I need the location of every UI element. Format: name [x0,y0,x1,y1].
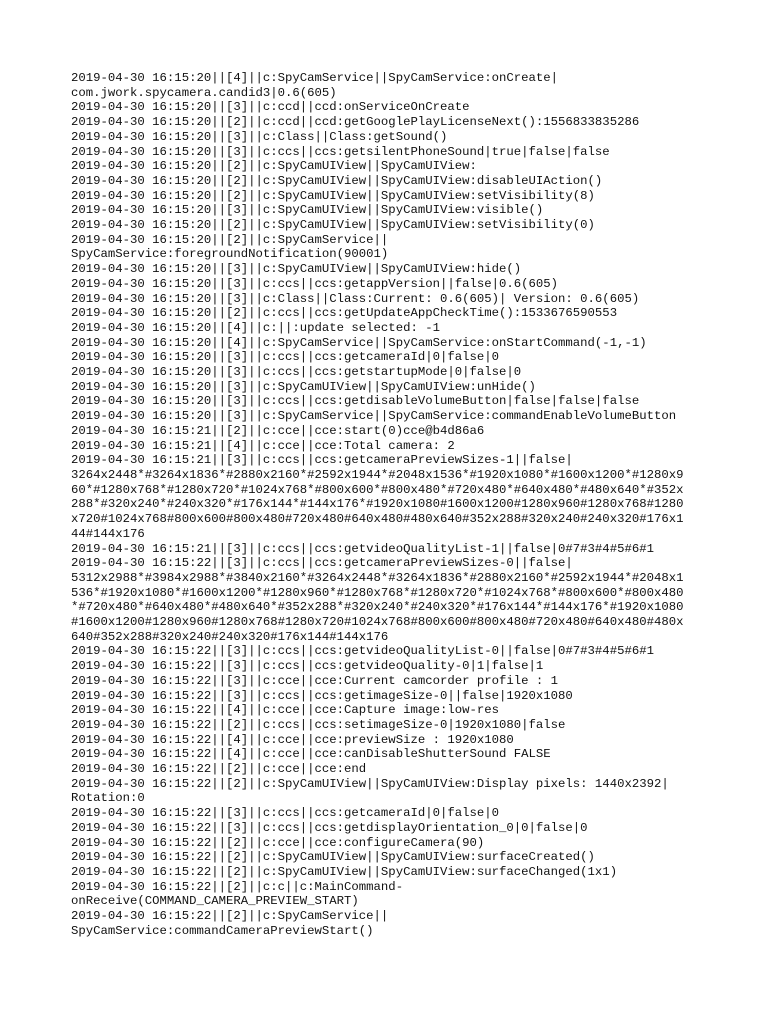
log-line: 2019-04-30 16:15:22||[2]||c:cce||cce:end [71,762,367,777]
log-line: 2019-04-30 16:15:22||[2]||c:SpyCamUIView||SpyCamUIView:Display pixels: 1440x2392| [71,776,669,791]
log-line: 536*#1920x1080*#1600x1200*#1280x960*#1280x768*#1280x720*#1024x768*#800x600*#800x480 [71,585,684,600]
log-line: 2019-04-30 16:15:22||[3]||c:ccs||ccs:getvideoQuality-0|1|false|1 [71,659,544,674]
log-line: 2019-04-30 16:15:22||[3]||c:ccs||ccs:getcameraId|0|false|0 [71,806,500,821]
log-line: *#720x480*#640x480*#480x640*#352x288*#320x240*#240x320*#176x144*#144x176*#1920x1080 [71,600,684,615]
log-line: 44#144x176 [71,526,145,541]
log-text-block [71,71,701,938]
log-line: 2019-04-30 16:15:22||[2]||c:SpyCamUIView||SpyCamUIView:surfaceChanged(1x1) [71,864,618,879]
log-line: 2019-04-30 16:15:20||[3]||c:ccs||ccs:getstartupMode|0|false|0 [71,365,522,380]
log-line: 2019-04-30 16:15:20||[3]||c:SpyCamUIView||SpyCamUIView:hide() [71,262,522,277]
log-line: 2019-04-30 16:15:21||[4]||c:cce||cce:Total camera: 2 [71,438,455,453]
log-line: 2019-04-30 16:15:21||[3]||c:ccs||ccs:getcameraPreviewSizes-1||false| [71,453,573,468]
log-line: 5312x2988*#3984x2988*#3840x2160*#3264x2448*#3264x1836*#2880x2160*#2592x1944*#2048x1 [71,570,684,585]
log-line: 2019-04-30 16:15:20||[3]||c:ccs||ccs:getappVersion||false|0.6(605) [71,276,559,291]
log-line: com.jwork.spycamera.candid3|0.6(605) [71,85,337,100]
log-line: 2019-04-30 16:15:20||[3]||c:ccs||ccs:getcameraId|0|false|0 [71,350,500,365]
log-line: 2019-04-30 16:15:20||[2]||c:SpyCamService|| [71,232,389,247]
log-line: 2019-04-30 16:15:20||[2]||c:SpyCamUIView||SpyCamUIView:setVisibility(0) [71,218,595,233]
log-line: 2019-04-30 16:15:20||[4]||c:SpyCamService||SpyCamService:onCreate| [71,71,559,85]
log-line: 2019-04-30 16:15:22||[2]||c:cce||cce:configureCamera(90) [71,835,485,850]
log-line: 288*#320x240*#240x320*#176x144*#144x176*#1920x1080#1600x1200#1280x960#1280x768#1280 [71,497,684,512]
log-line: 2019-04-30 16:15:22||[2]||c:SpyCamService|| [71,909,389,924]
log-line: 2019-04-30 16:15:22||[3]||c:ccs||ccs:getvideoQualityList-0||false|0#7#3#4#5#6#1 [71,644,654,659]
log-line: x720#1024x768#800x600#800x480#720x480#640x480#480x640#352x288#320x240#240x320#176x1 [71,512,684,527]
log-line: 2019-04-30 16:15:20||[3]||c:SpyCamService||SpyCamService:commandEnableVolumeButton [71,409,677,424]
log-line: 2019-04-30 16:15:20||[4]||c:||:update selected: -1 [71,320,440,335]
log-line: 2019-04-30 16:15:20||[2]||c:SpyCamUIView||SpyCamUIView: [71,159,477,174]
log-line: 2019-04-30 16:15:21||[3]||c:ccs||ccs:getvideoQualityList-1||false|0#7#3#4#5#6#1 [71,541,654,556]
log-line: 2019-04-30 16:15:22||[3]||c:cce||cce:Current camcorder profile : 1 [71,673,559,688]
log-line: 2019-04-30 16:15:22||[2]||c:ccs||ccs:setimageSize-0|1920x1080|false [71,717,566,732]
log-line: SpyCamService:commandCameraPreviewStart() [71,923,374,938]
log-line: SpyCamService:foregroundNotification(90001) [71,247,389,262]
log-line: 60*#1280x768*#1280x720*#1024x768*#800x600*#800x480*#720x480*#640x480*#480x640*#352x [71,482,684,497]
log-line: 2019-04-30 16:15:20||[2]||c:ccd||ccd:getGooglePlayLicenseNext():1556833835286 [71,115,640,130]
log-line: Rotation:0 [71,791,145,806]
log-line: 2019-04-30 16:15:20||[3]||c:Class||Class:Current: 0.6(605)| Version: 0.6(605) [71,291,640,306]
log-line: 2019-04-30 16:15:20||[2]||c:SpyCamUIView||SpyCamUIView:setVisibility(8) [71,188,595,203]
log-line: 2019-04-30 16:15:20||[3]||c:ccs||ccs:getsilentPhoneSound|true|false|false [71,144,610,159]
log-line: 2019-04-30 16:15:20||[3]||c:ccs||ccs:getdisableVolumeButton|false|false|false [71,394,640,409]
log-line: 2019-04-30 16:15:20||[3]||c:SpyCamUIView||SpyCamUIView:visible() [71,203,544,218]
log-line: 2019-04-30 16:15:20||[2]||c:ccs||ccs:getUpdateAppCheckTime():1533676590553 [71,306,618,321]
log-line: 2019-04-30 16:15:22||[3]||c:ccs||ccs:getdisplayOrientation_0|0|false|0 [71,820,588,835]
log-line: 2019-04-30 16:15:22||[3]||c:ccs||ccs:getimageSize-0||false|1920x1080 [71,688,573,703]
log-line: 2019-04-30 16:15:22||[2]||c:SpyCamUIView||SpyCamUIView:surfaceCreated() [71,850,595,865]
log-line: 2019-04-30 16:15:20||[3]||c:SpyCamUIView||SpyCamUIView:unHide() [71,379,536,394]
log-line: 2019-04-30 16:15:20||[2]||c:SpyCamUIView||SpyCamUIView:disableUIAction() [71,173,603,188]
log-line: 2019-04-30 16:15:22||[2]||c:c||c:MainCommand- [71,879,404,894]
log-line: 2019-04-30 16:15:22||[4]||c:cce||cce:canDisableShutterSound FALSE [71,747,551,762]
log-line: 2019-04-30 16:15:20||[3]||c:ccd||ccd:onServiceOnCreate [71,100,470,115]
log-line: 2019-04-30 16:15:20||[4]||c:SpyCamService||SpyCamService:onStartCommand(-1,-1) [71,335,647,350]
log-line: 2019-04-30 16:15:21||[2]||c:cce||cce:start(0)cce@b4d86a6 [71,423,485,438]
log-line: onReceive(COMMAND_CAMERA_PREVIEW_START) [71,894,359,909]
log-line: 2019-04-30 16:15:20||[3]||c:Class||Class:getSound() [71,129,448,144]
log-line: 2019-04-30 16:15:22||[4]||c:cce||cce:Capture image:low-res [71,703,500,718]
log-line: 640#352x288#320x240#240x320#176x144#144x176 [71,629,389,644]
log-line: 3264x2448*#3264x1836*#2880x2160*#2592x1944*#2048x1536*#1920x1080*#1600x1200*#1280x9 [71,467,684,482]
log-line: #1600x1200#1280x960#1280x768#1280x720#1024x768#800x600#800x480#720x480#640x480#480x [71,615,684,630]
log-line: 2019-04-30 16:15:22||[3]||c:ccs||ccs:getcameraPreviewSizes-0||false| [71,556,573,571]
log-line: 2019-04-30 16:15:22||[4]||c:cce||cce:previewSize : 1920x1080 [71,732,514,747]
